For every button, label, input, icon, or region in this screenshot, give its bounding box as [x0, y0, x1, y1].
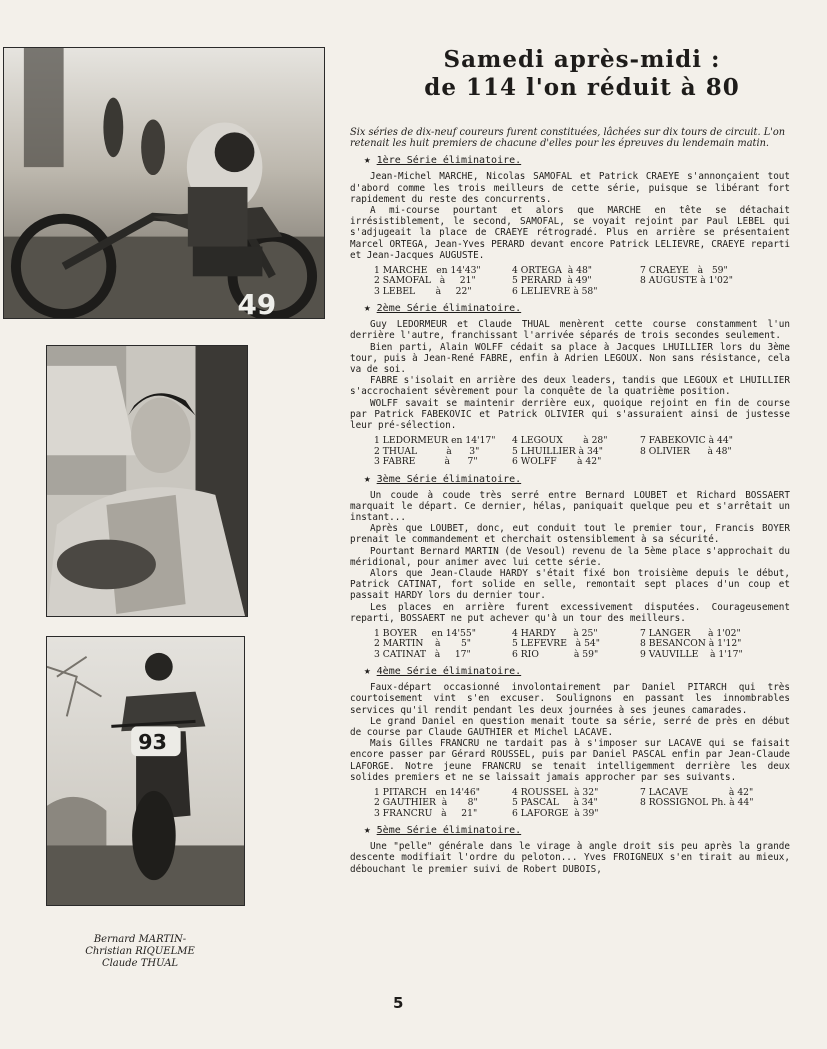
- result-entry: 2 SAMOFAL à 21": [374, 275, 476, 287]
- result-entry: 3 LEBEL à 22": [374, 285, 472, 297]
- section-paragraph: Une "pelle" générale dans le virage à angle droit sis peu après la grande descente modifiait l'ordre du peloton... Yves FROIGNEUX s'en tirait au mieux, débouchant le premier suivi de Robert DUBOIS,: [350, 841, 790, 875]
- section-paragraph: A mi-course pourtant et alors que MARCHE en tête se détachait irrésistiblement, le second, SAMOFAL, se voyait rejoint par Paul LEBEL qui s'adjugeait la place de CRAEYE rétrogradé. Plus en arrière se présentaient Marcel ORTEGA, Jean-Yves PERARD devant encore Patrick LELIEVRE, CRAEYE reparti et Jean-Jacques AUGUSTE.: [350, 205, 790, 261]
- caption-line: Claude THUAL: [101, 958, 179, 969]
- result-entry: 6 LELIEVRE à 58": [512, 285, 598, 297]
- section-paragraph: WOLFF savait se maintenir derrière eux, quoique rejoint en fin de course par Patrick FABEKOVIC et Patrick OLIVIER qui s'assuraient ainsi de justesse leur pré-sélection.: [350, 397, 790, 432]
- result-entry: 4 HARDY à 25": [512, 627, 598, 639]
- result-entry: 8 BESANCON à 1'12": [640, 638, 742, 650]
- result-entry: 5 LHUILLIER à 34": [512, 445, 603, 457]
- section-paragraph: Mais Gilles FRANCRU ne tardait pas à s'imposer sur LACAVE qui se faisait encore passer par Gérard ROUSSEL, puis par Daniel PASCAL enfin par Jean-Claude LAFORGE. Notre jeune FRANCRU se tenait intelligemment derrière les deux solides premiers et ne se laissait jamais approcher par ses suivants.: [350, 738, 790, 783]
- result-entry: 7 CRAEYE à 59": [640, 265, 728, 277]
- result-entry: 6 WOLFF à 42": [512, 456, 602, 468]
- result-entry: 3 FABRE à 7": [374, 456, 478, 468]
- result-entry: 3 FRANCRU à 21": [374, 807, 478, 819]
- result-entry: 1 LEDORMEUR en 14'17": [374, 435, 496, 447]
- section-heading-label: 2ème Série éliminatoire.: [376, 303, 522, 315]
- section-paragraph: Un coude à coude très serré entre Bernard LOUBET et Richard BOSSAERT marquait le départ. Ce dernier, hélas, paniquait quelque peu et s'arrêtait un instant...: [350, 489, 790, 523]
- section-paragraph: Le grand Daniel en question menait toute sa série, serré de près en début de course par Claude GAUTHIER et Michel LACAVE.: [350, 715, 790, 738]
- photo3-race-number: 93: [138, 730, 167, 755]
- star-icon: ★: [364, 823, 371, 837]
- result-entry: [640, 809, 800, 819]
- section-heading: [364, 473, 790, 486]
- result-entry: 8 AUGUSTE à 1'02": [640, 275, 733, 287]
- section-paragraph: Après que LOUBET, donc, eut conduit tout le premier tour, Francis BOYER prenait le commandement et cherchait ostensiblement à sa sécurité.: [350, 523, 790, 546]
- result-entry: 7 LANGER à 1'02": [640, 627, 741, 639]
- star-icon: ★: [364, 301, 371, 315]
- section-paragraph: Faux-départ occasionné involontairement par Daniel PITARCH qui très courtoisement vint s'en excuser. Soulignons en passant les innombrables services qu'il rendit pendant les deux journées à ses jeunes camarades.: [350, 682, 790, 716]
- result-entry: 1 BOYER en 14'55": [374, 627, 476, 639]
- result-entry: 5 PERARD à 49": [512, 275, 592, 287]
- result-entry: 2 THUAL à 3": [374, 445, 480, 457]
- result-entry: 7 LACAVE à 42": [640, 786, 754, 798]
- result-entry: 5 PASCAL à 34": [512, 797, 598, 809]
- result-entry: 4 LEGOUX à 28": [512, 435, 608, 447]
- result-entry: 4 ROUSSEL à 32": [512, 786, 599, 798]
- article-body: [350, 127, 790, 875]
- section-paragraph: Pourtant Bernard MARTIN (de Vesoul) revenu de la 5ème place s'approchait du méridional, pour animer avec lui cette série.: [350, 545, 790, 568]
- section-heading-label: 5ème Série éliminatoire.: [376, 825, 522, 837]
- section-paragraph: Guy LEDORMEUR et Claude THUAL menèrent cette course constamment l'un derrière l'autre, franchissant l'arrivée séparés de trois secondes seulement.: [350, 319, 790, 342]
- result-entry: 2 MARTIN à 5": [374, 638, 472, 650]
- star-icon: ★: [364, 664, 371, 678]
- section-heading: [364, 154, 790, 167]
- result-entry: [640, 457, 800, 467]
- photo-rider-93: [46, 636, 245, 906]
- section-paragraph: Alors que Jean-Claude HARDY s'était fixé bon troisième depuis le début, Patrick CATINAT, fort solide en selle, remontait sept places d'un coup et passait HARDY lors du dernier tour.: [350, 567, 790, 602]
- result-entry: 1 MARCHE en 14'43": [374, 265, 481, 277]
- star-icon: ★: [364, 471, 371, 485]
- section-paragraph: Jean-Michel MARCHE, Nicolas SAMOFAL et Patrick CRAEYE s'annonçaient tout d'abord comme les trois meilleurs de cette série, puisque se libérant fort rapidement du reste des concurrents.: [350, 171, 790, 205]
- title-line-1: Samedi après-midi :: [443, 46, 721, 73]
- result-entry: 6 RIO à 59": [512, 648, 599, 660]
- sections-container: [350, 154, 790, 874]
- section-heading-label: 4ème Série éliminatoire.: [376, 666, 522, 678]
- result-entry: 3 CATINAT à 17": [374, 648, 471, 660]
- result-entry: 1 PITARCH en 14'46": [374, 786, 480, 798]
- photo-caption: [60, 934, 220, 970]
- result-entry: 5 LEFEVRE à 54": [512, 638, 600, 650]
- intro-paragraph: Six séries de dix-neuf coureurs furent constituées, lâchées sur dix tours de circuit. L'on retenait les huit premiers de chacune d'elles pour les épreuves du lendemain matin.: [350, 127, 786, 150]
- caption-line: Bernard MARTIN-: [93, 934, 187, 945]
- caption-line: Christian RIQUELME: [85, 946, 195, 957]
- section-heading: [364, 302, 790, 315]
- result-entry: 7 FABEKOVIC à 44": [640, 435, 733, 447]
- result-entry: 4 ORTEGA à 48": [512, 265, 593, 277]
- result-entry: 8 ROSSIGNOL Ph. à 44": [640, 797, 754, 809]
- star-icon: ★: [364, 153, 371, 167]
- section-paragraph: Bien parti, Alain WOLFF cédait sa place à Jacques LHUILLIER lors du 3ème tour, puis à Jean-René FABRE, enfin à Adrien LEGOUX. Non sans résistance, cela va de soi.: [350, 341, 790, 376]
- section-paragraph: Les places en arrière furent excessivement disputées. Courageusement reparti, BOSSAERT ne put achever qu'à un tour des meilleurs.: [350, 601, 790, 624]
- results-table: [374, 629, 790, 660]
- photo1-race-number: 49: [237, 288, 277, 318]
- section-heading-label: 1ère Série éliminatoire.: [376, 155, 522, 167]
- results-table: [374, 436, 790, 467]
- title-line-2: de 114 l'on réduit à 80: [424, 74, 740, 101]
- section-heading-label: 3ème Série éliminatoire.: [376, 473, 522, 485]
- result-entry: 9 VAUVILLE à 1'17": [640, 648, 743, 660]
- section-heading: [364, 824, 790, 837]
- section-paragraph: FABRE s'isolait en arrière des deux leaders, tandis que LEGOUX et LHUILLIER s'accrochaient sévèrement pour la conquête de la quatrième position.: [350, 375, 790, 398]
- results-table: [374, 266, 790, 297]
- result-entry: 8 OLIVIER à 48": [640, 445, 732, 457]
- page-number: 5: [393, 994, 404, 1012]
- results-table: [374, 788, 790, 819]
- page-title: [372, 46, 792, 102]
- result-entry: 6 LAFORGE à 39": [512, 807, 599, 819]
- result-entry: 2 GAUTHIER à 8": [374, 797, 478, 809]
- section-heading: [364, 665, 790, 678]
- photo-rider-49: [3, 47, 325, 319]
- result-entry: [640, 287, 800, 297]
- photo-portrait-seated: [46, 345, 248, 617]
